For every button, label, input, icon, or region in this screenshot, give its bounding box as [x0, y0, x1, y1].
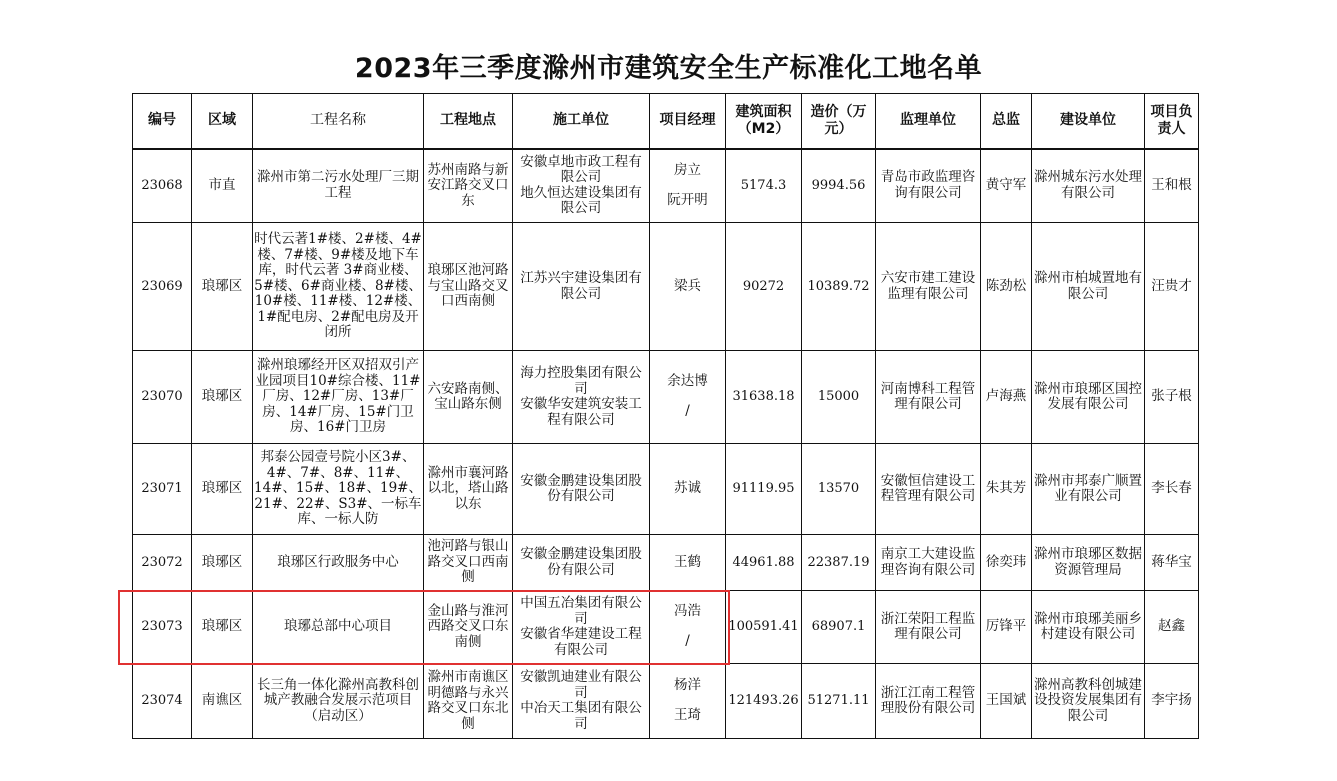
cell-cost: 22387.19 — [802, 535, 876, 591]
cell-no: 23070 — [133, 351, 192, 444]
table-row — [133, 223, 1199, 351]
cell-builder: 滁州高教科创城建设投资发展集团有限公司 — [1032, 664, 1145, 739]
cell-leader: 李宇扬 — [1145, 664, 1199, 739]
cell-location: 池河路与银山路交叉口西南侧 — [424, 535, 513, 591]
manager-primary: 冯浩 — [674, 603, 701, 620]
cell-no: 23071 — [133, 444, 192, 535]
table-row — [133, 444, 1199, 535]
cell-location: 滁州市襄河路以北，塔山路以东 — [424, 444, 513, 535]
cell-location: 琅琊区池河路与宝山路交叉口西南侧 — [424, 223, 513, 351]
cell-area: 100591.41 — [726, 591, 802, 664]
cell-leader: 张子根 — [1145, 351, 1199, 444]
manager-secondary: 王琦 — [674, 707, 701, 724]
cell-manager: 梁兵 — [650, 223, 726, 351]
cell-cost: 68907.1 — [802, 591, 876, 664]
cell-project: 邦泰公园壹号院小区3#、4#、7#、8#、11#、14#、15#、18#、19#、21#、22#、S3#、一标车库、一标人防 — [253, 444, 424, 535]
cell-supervisor-unit: 浙江荣阳工程监理有限公司 — [876, 591, 981, 664]
page-title: 2023年三季度滁州市建筑安全生产标准化工地名单 — [354, 53, 983, 84]
header-row — [133, 94, 1199, 149]
header-leader: 项目负责人 — [1145, 94, 1199, 149]
cell-area: 31638.18 — [726, 351, 802, 444]
contractor-primary: 安徽卓地市政工程有限公司 — [520, 153, 642, 186]
cell-area: 91119.95 — [726, 444, 802, 535]
cell-project: 琅琊总部中心项目 — [253, 591, 424, 664]
cell-area: 5174.3 — [726, 149, 802, 223]
cell-project: 滁州琅琊经开区双招双引产业园项目10#综合楼、11#厂房、12#厂房、13#厂房、14#厂房、15#门卫房、16#门卫房 — [253, 351, 424, 444]
cell-region: 琅琊区 — [192, 535, 253, 591]
cell-manager — [650, 591, 726, 664]
manager-secondary: / — [685, 633, 690, 650]
cell-area: 44961.88 — [726, 535, 802, 591]
header-no: 编号 — [133, 94, 192, 149]
cell-no: 23069 — [133, 223, 192, 351]
cell-region: 琅琊区 — [192, 444, 253, 535]
cell-builder: 滁州市柏城置地有限公司 — [1032, 223, 1145, 351]
header-location: 工程地点 — [424, 94, 513, 149]
cell-location: 金山路与淮河西路交叉口东南侧 — [424, 591, 513, 664]
cell-no: 23073 — [133, 591, 192, 664]
cell-manager — [650, 149, 726, 223]
cell-builder: 滁州市琅琊区国控发展有限公司 — [1032, 351, 1145, 444]
header-manager: 项目经理 — [650, 94, 726, 149]
cell-leader: 李长春 — [1145, 444, 1199, 535]
cell-chief-supervisor: 陈劲松 — [981, 223, 1032, 351]
cell-no: 23068 — [133, 149, 192, 223]
cell-builder: 滁州城东污水处理有限公司 — [1032, 149, 1145, 223]
cell-manager — [650, 664, 726, 739]
cell-contractor — [513, 351, 650, 444]
cell-region: 南谯区 — [192, 664, 253, 739]
contractor-secondary: 中冶天工集团有限公司 — [520, 700, 642, 732]
header-region: 区域 — [192, 94, 253, 149]
header-cost: 造价（万元） — [802, 94, 876, 149]
table-row — [133, 351, 1199, 444]
cell-supervisor-unit: 青岛市政监理咨询有限公司 — [876, 149, 981, 223]
cell-region: 琅琊区 — [192, 591, 253, 664]
cell-leader: 汪贵才 — [1145, 223, 1199, 351]
site-list-table — [132, 93, 1199, 739]
cell-supervisor-unit: 河南博科工程管理有限公司 — [876, 351, 981, 444]
cell-manager: 王鹤 — [650, 535, 726, 591]
cell-cost: 13570 — [802, 444, 876, 535]
cell-chief-supervisor: 黄守军 — [981, 149, 1032, 223]
cell-contractor: 安徽金鹏建设集团股份有限公司 — [513, 444, 650, 535]
cell-chief-supervisor: 朱其芳 — [981, 444, 1032, 535]
table-row — [133, 535, 1199, 591]
manager-secondary: 阮开明 — [667, 192, 708, 208]
cell-supervisor-unit: 浙江江南工程管理股份有限公司 — [876, 664, 981, 739]
cell-chief-supervisor: 徐奕玮 — [981, 535, 1032, 591]
cell-chief-supervisor: 王国斌 — [981, 664, 1032, 739]
table-row — [133, 149, 1199, 223]
cell-project: 琅琊区行政服务中心 — [253, 535, 424, 591]
cell-area: 121493.26 — [726, 664, 802, 739]
cell-project: 滁州市第二污水处理厂三期工程 — [253, 149, 424, 223]
cell-supervisor-unit: 南京工大建设监理咨询有限公司 — [876, 535, 981, 591]
table-row — [133, 664, 1199, 739]
cell-leader: 王和根 — [1145, 149, 1199, 223]
header-supervisor-unit: 监理单位 — [876, 94, 981, 149]
cell-location: 苏州南路与新安江路交叉口东 — [424, 149, 513, 223]
cell-leader: 赵鑫 — [1145, 591, 1199, 664]
header-chief-supervisor: 总监 — [981, 94, 1032, 149]
cell-leader: 蒋华宝 — [1145, 535, 1199, 591]
cell-chief-supervisor: 卢海燕 — [981, 351, 1032, 444]
manager-secondary: / — [685, 403, 690, 420]
contractor-primary: 安徽凯迪建业有限公司 — [520, 669, 642, 701]
header-contractor: 施工单位 — [513, 94, 650, 149]
cell-project: 时代云著1#楼、2#楼、4#楼、7#楼、9#楼及地下车库，时代云著 3#商业楼、5#楼、6#商业楼、8#楼、10#楼、11#楼、12#楼、1#配电房、2#配电房及开闭所 — [253, 223, 424, 351]
cell-supervisor-unit: 安徽恒信建设工程管理有限公司 — [876, 444, 981, 535]
cell-builder: 滁州市邦泰广顺置业有限公司 — [1032, 444, 1145, 535]
header-area: 建筑面积（M2） — [726, 94, 802, 149]
cell-contractor: 江苏兴宇建设集团有限公司 — [513, 223, 650, 351]
cell-cost: 9994.56 — [802, 149, 876, 223]
cell-builder: 滁州市琅琊区数据资源管理局 — [1032, 535, 1145, 591]
cell-chief-supervisor: 厉锋平 — [981, 591, 1032, 664]
cell-region: 琅琊区 — [192, 223, 253, 351]
header-builder: 建设单位 — [1032, 94, 1145, 149]
contractor-secondary: 安徽省华建建设工程有限公司 — [520, 626, 642, 658]
cell-contractor — [513, 149, 650, 223]
cell-location: 六安路南侧、宝山路东侧 — [424, 351, 513, 444]
table-row-highlighted — [133, 591, 1199, 664]
cell-cost: 15000 — [802, 351, 876, 444]
contractor-primary: 中国五冶集团有限公司 — [520, 595, 642, 627]
cell-contractor — [513, 591, 650, 664]
manager-primary: 杨洋 — [674, 677, 701, 694]
cell-region: 市直 — [192, 149, 253, 223]
cell-area: 90272 — [726, 223, 802, 351]
cell-cost: 51271.11 — [802, 664, 876, 739]
cell-no: 23074 — [133, 664, 192, 739]
cell-contractor: 安徽金鹏建设集团股份有限公司 — [513, 535, 650, 591]
cell-location: 滁州市南谯区明德路与永兴路交叉口东北侧 — [424, 664, 513, 739]
contractor-secondary: 安徽华安建筑安装工程有限公司 — [520, 396, 642, 428]
contractor-primary: 海力控股集团有限公司 — [520, 365, 642, 397]
header-project: 工程名称 — [253, 94, 424, 149]
cell-builder: 滁州市琅琊美丽乡村建设有限公司 — [1032, 591, 1145, 664]
cell-manager — [650, 351, 726, 444]
cell-cost: 10389.72 — [802, 223, 876, 351]
cell-contractor — [513, 664, 650, 739]
cell-manager: 苏诚 — [650, 444, 726, 535]
manager-primary: 房立 — [674, 162, 701, 178]
manager-primary: 余达博 — [667, 373, 708, 390]
cell-project: 长三角一体化滁州高教科创城产教融合发展示范项目（启动区） — [253, 664, 424, 739]
cell-no: 23072 — [133, 535, 192, 591]
contractor-secondary: 地久恒达建设集团有限公司 — [520, 184, 642, 217]
cell-region: 琅琊区 — [192, 351, 253, 444]
cell-supervisor-unit: 六安市建工建设监理有限公司 — [876, 223, 981, 351]
